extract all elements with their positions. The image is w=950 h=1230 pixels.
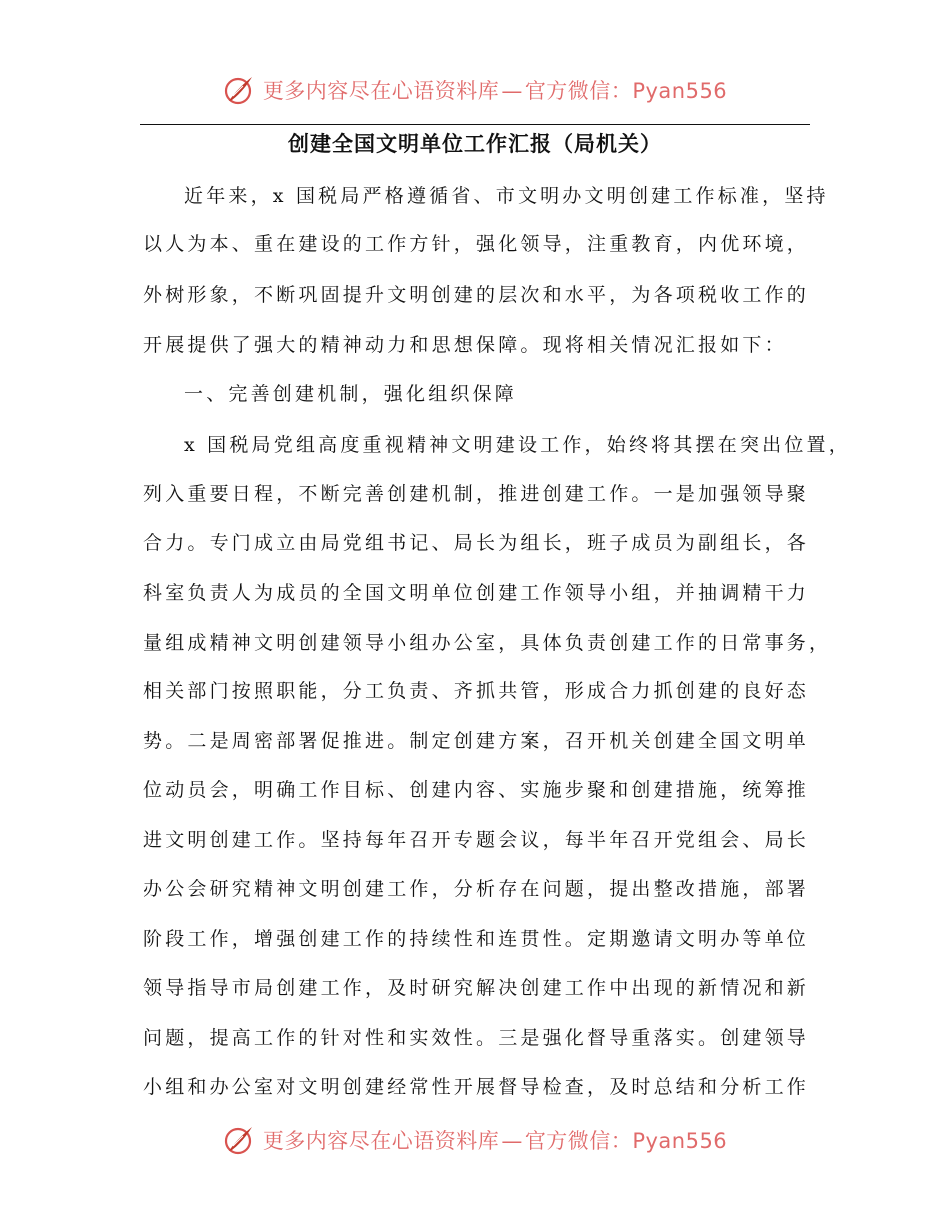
body-line: 阶段工作，增强创建工作的持续性和连贯性。定期邀请文明办等单位: [143, 928, 810, 950]
body-line: 进文明创建工作。坚持每年召开专题会议，每半年召开党组会、局长: [143, 829, 810, 851]
body-line: 外树形象，不断巩固提升文明创建的层次和水平，为各项税收工作的: [143, 284, 810, 306]
section-heading: 一、完善创建机制，强化组织保障: [184, 383, 518, 405]
body-line: 领导指导市局创建工作，及时研究解决创建工作中出现的新情况和新: [143, 977, 810, 999]
body-line: 小组和办公室对文明创建经常性开展督导检查，及时总结和分析工作: [143, 1076, 810, 1098]
watermark-contact-label: 官方微信：: [524, 79, 633, 103]
watermark-banner-bottom: [0, 1120, 950, 1160]
document-title: 创建全国文明单位工作汇报（局机关）: [288, 132, 662, 156]
body-line: 以人为本、重在建设的工作方针，强化领导，注重教育，内优环境，: [143, 233, 810, 255]
body-line: 办公会研究精神文明创建工作，分析存在问题，提出整改措施，部署: [143, 878, 810, 900]
body-line: 位动员会，明确工作目标、创建内容、实施步聚和创建措施，统筹推: [143, 779, 810, 801]
body-line: 相关部门按照职能，分工负责、齐抓共管，形成合力抓创建的良好态: [143, 680, 810, 702]
body-line: 列入重要日程，不断完善创建机制，推进创建工作。一是加强领导聚: [143, 483, 810, 505]
feather-logo-icon: [223, 1124, 255, 1156]
watermark-dash: —: [501, 1129, 523, 1153]
body-line: x 国税局党组高度重视精神文明建设工作，始终将其摆在突出位置，: [184, 434, 851, 456]
body-line: 科室负责人为成员的全国文明单位创建工作领导小组，并抽调精干力: [143, 582, 810, 604]
watermark-contact-id: Pyan556: [632, 79, 728, 103]
watermark-text: [263, 1125, 727, 1155]
body-line: 近年来，x 国税局严格遵循省、市文明办文明创建工作标准，坚持: [184, 185, 829, 207]
body-line: 量组成精神文明创建领导小组办公室，具体负责创建工作的日常事务，: [143, 632, 832, 654]
watermark-text: [263, 75, 727, 105]
watermark-contact-label: 官方微信：: [524, 1129, 633, 1153]
body-line: 势。二是周密部署促推进。制定创建方案，召开机关创建全国文明单: [143, 730, 810, 752]
body-line: 开展提供了强大的精神动力和思想保障。现将相关情况汇报如下：: [143, 334, 787, 356]
watermark-contact-id: Pyan556: [632, 1129, 728, 1153]
watermark-slogan: 更多内容尽在心语资料库: [262, 79, 500, 103]
feather-logo-icon: [223, 74, 255, 106]
header-rule: [140, 124, 810, 125]
watermark-dash: —: [501, 79, 523, 103]
watermark-slogan: 更多内容尽在心语资料库: [262, 1129, 500, 1153]
body-line: 合力。专门成立由局党组书记、局长为组长，班子成员为副组长，各: [143, 532, 810, 554]
body-line: 问题，提高工作的针对性和实效性。三是强化督导重落实。创建领导: [143, 1027, 810, 1049]
watermark-banner-top: [0, 70, 950, 110]
